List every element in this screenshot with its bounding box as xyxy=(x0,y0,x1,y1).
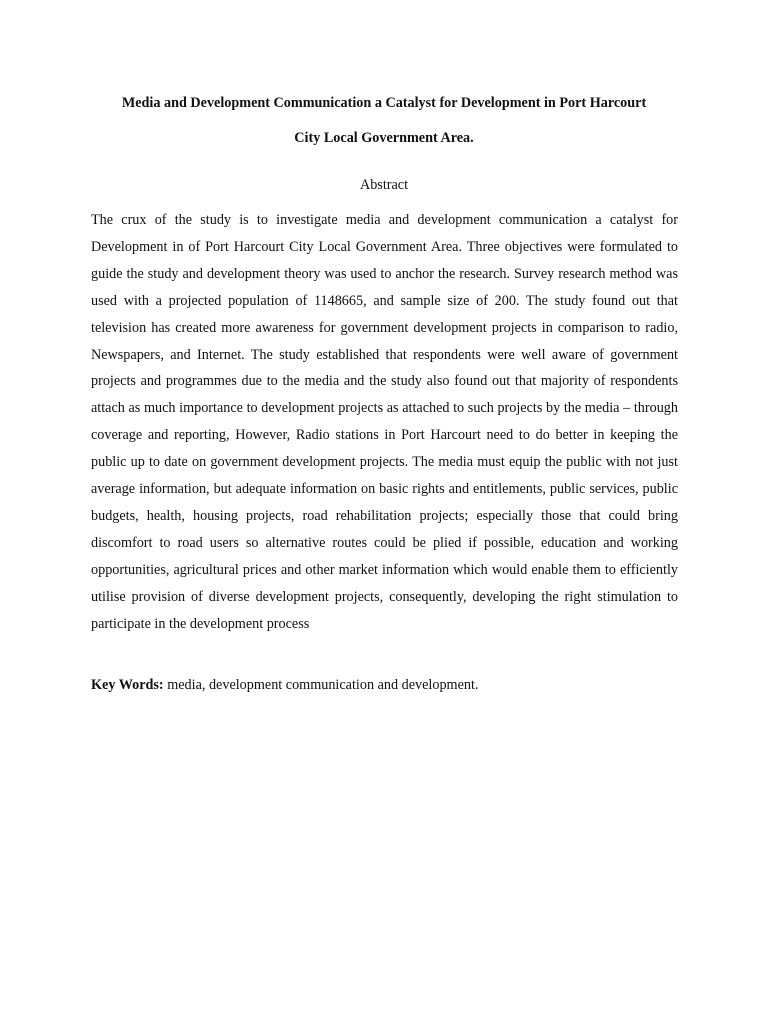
abstract-body: The crux of the study is to investigate media and development communication a catalyst for Development in of Port Harcourt City Local Government Area. Three objectives were formulated to guide the study and development theory was used to anchor the research. Survey research method was used with a projected population of 1148665, and sample size of 200. The study found out that television has created more awareness for government development projects in comparison to radio, Newspapers, and Internet. The study established that respondents were well aware of government projects and programmes due to the media and the study also found out that majority of respondents attach as much importance to development projects as attached to such projects by the media – through coverage and reporting, However, Radio stations in Port Harcourt need to do better in keeping the public up to date on government development projects. The media must equip the public with not just average information, but adequate information on basic rights and entitlements, public services, public budgets, health, housing projects, road rehabilitation projects; especially those that could bring discomfort to road users so alternative routes could be plied if possible, education and working opportunities, agricultural prices and other market information which would enable them to efficiently utilise provision of diverse development projects, consequently, developing the right stimulation to participate in the development process xyxy=(91,212,678,632)
keywords-line xyxy=(91,677,678,694)
abstract-heading: Abstract xyxy=(359,177,409,193)
paper-title-line-2: City Local Government Area. xyxy=(294,130,474,146)
keywords-label: Key Words: xyxy=(91,677,164,693)
keywords-text: media, development communication and development. xyxy=(163,677,479,693)
paper-title-line-1: Media and Development Communication a Catalyst for Development in Port Harcourt xyxy=(121,95,647,111)
